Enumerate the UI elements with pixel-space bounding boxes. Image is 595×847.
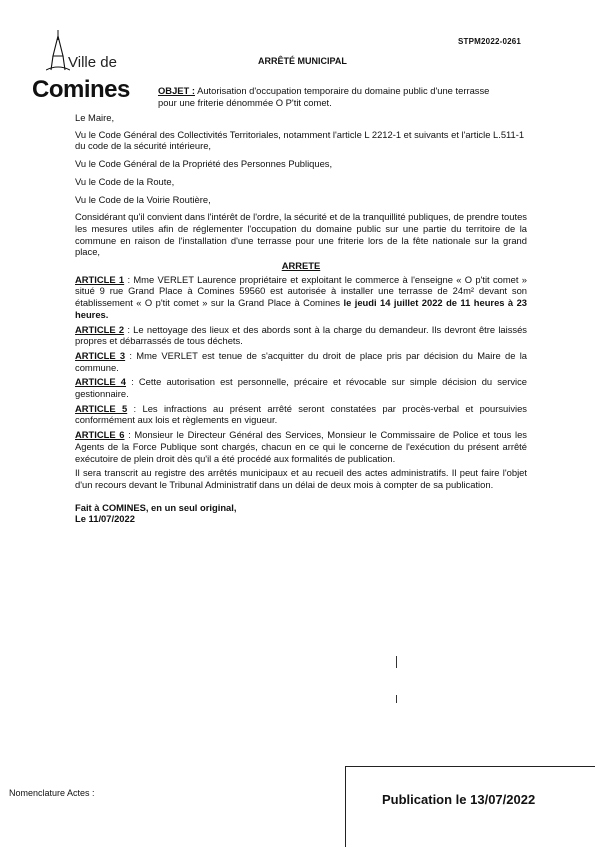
article-label: ARTICLE 3 <box>75 349 126 361</box>
le-maire: Le Maire, <box>75 112 115 123</box>
nomenclature-label: Nomenclature Actes : <box>9 788 95 798</box>
publication-date: Publication le 13/07/2022 <box>382 792 536 807</box>
article-2 <box>75 324 527 347</box>
objet-label: OBJET : <box>158 85 195 96</box>
document-title: ARRÊTÉ MUNICIPAL <box>258 56 347 66</box>
article-1 <box>75 274 527 321</box>
article-text: : Les infractions au présent arrêté seront constatées par procès-verbal et poursuivies conformément aux lois et règlements en vigueur. <box>75 402 527 426</box>
article-6 <box>75 429 527 464</box>
transcription-paragraph: Il sera transcrit au registre des arrêtés municipaux et au recueil des actes administratifs. Il peut faire l'objet d'un recours devant le Tribunal Administratif dans un délai de deux mois à compter de sa publication. <box>75 467 527 490</box>
article-5 <box>75 403 527 426</box>
objet-block <box>158 85 498 109</box>
logo-ville-text: Ville de <box>68 54 117 71</box>
article-text: : Monsieur le Directeur Général des Services, Monsieur le Commissaire de Police et tous les Agents de la Force Publique sont chargés, chacun en ce qui le concerne de l'exécution du présent arrêté exécutoire de plein droit dès qu'il a été procédé aux formalités de publication. <box>75 429 527 464</box>
article-text: : Mme VERLET est tenue de s'acquitter du droit de place pris par décision du Maire de la commune. <box>75 349 527 373</box>
vu-line: Vu le Code de la Route, <box>75 175 175 187</box>
city-logo <box>32 30 136 103</box>
church-tower-icon <box>46 30 70 72</box>
vu-line: Vu le Code Général des Collectivités Territoriales, notamment l'article L 2212-1 et suivants et l'article L.511-1 du code de la sécurité intérieure, <box>75 128 525 152</box>
objet-text: Autorisation d'occupation temporaire du domaine public d'une terrasse pour une friterie dénommée O P'tit comet. <box>158 85 490 108</box>
scan-mark <box>396 695 397 703</box>
logo-comines-text: Comines <box>32 76 130 103</box>
document-reference: STPM2022-0261 <box>458 37 522 46</box>
article-text: : Cette autorisation est personnelle, précaire et révocable sur simple décision du service gestionnaire. <box>75 376 527 400</box>
article-date: le jeudi 14 juillet 2022 de 11 heures à 23 heures. <box>75 297 527 320</box>
fait-a-line: Fait à COMINES, en un seul original, <box>75 501 237 513</box>
arrete-heading: ARRETE <box>281 260 321 272</box>
vu-line: Vu le Code Général de la Propriété des Personnes Publiques, <box>75 158 333 170</box>
document-body <box>75 112 527 525</box>
article-text: : Mme VERLET Laurence propriétaire et exploitant le commerce à l'enseigne « O p'tit comet » situé 9 rue Grand Place à Comines 59560 est autorisée à installer une terrasse de 24m² devant son établissement « O p'tit comet » sur la Grand Place à Comines <box>75 273 527 309</box>
article-label: ARTICLE 1 <box>75 273 125 285</box>
vu-line: Vu le Code de la Voirie Routière, <box>75 193 211 205</box>
considerant-paragraph: Considérant qu'il convient dans l'intérêt de l'ordre, la sécurité et de la tranquillité publiques, de prendre toutes les mesures utiles afin de réglementer l'occupation du domaine public sur une partie du territoire de la commune en raison de l'installation d'une terrasse pour une friterie lors de la fête nationale sur la grand place, <box>75 211 527 258</box>
article-label: ARTICLE 4 <box>75 376 126 388</box>
scan-mark <box>396 656 397 668</box>
document-date: Le 11/07/2022 <box>75 513 135 525</box>
article-label: ARTICLE 2 <box>75 323 125 335</box>
article-4 <box>75 376 527 399</box>
article-label: ARTICLE 5 <box>75 402 128 414</box>
article-label: ARTICLE 6 <box>75 429 125 441</box>
article-3 <box>75 350 527 373</box>
article-text: : Le nettoyage des lieux et des abords sont à la charge du demandeur. Ils devront être laissés propres et débarrassés de tous déchets. <box>75 323 527 347</box>
